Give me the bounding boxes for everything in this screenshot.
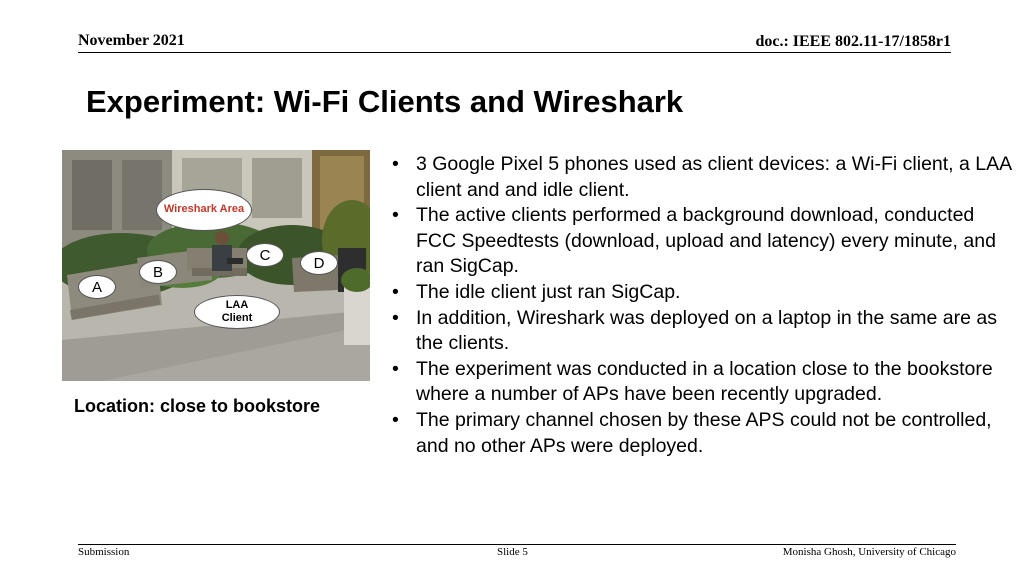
footer-submission: Submission [78, 546, 130, 558]
photo-caption: Location: close to bookstore [74, 396, 321, 416]
label-d: D [313, 254, 325, 272]
bullet-list [386, 152, 1016, 459]
bullet-item: • The primary channel chosen by these APS could not be controlled, and no other APs were deployed. [386, 408, 1016, 459]
header-divider [78, 52, 951, 53]
bullet-item: • 3 Google Pixel 5 phones used as client devices: a Wi-Fi client, a LAA client and and idle client. [386, 152, 1016, 203]
bullet-item: • The idle client just ran SigCap. [386, 280, 1016, 306]
label-b: B [152, 263, 163, 281]
footer-slide-number: Slide 5 [497, 546, 528, 558]
laa-client-label: LAA Client [221, 298, 253, 324]
location-photo [62, 150, 370, 381]
label-b-callout [139, 260, 177, 284]
wireshark-area-label: Wireshark Area [163, 203, 245, 216]
footer-divider [78, 544, 956, 545]
header-date: November 2021 [78, 32, 185, 49]
laa-client-callout [194, 295, 280, 329]
bullet-item: • In addition, Wireshark was deployed on a laptop in the same are as the clients. [386, 306, 1016, 357]
footer-author: Monisha Ghosh, University of Chicago [782, 546, 956, 558]
label-a-callout [78, 275, 116, 299]
slide-title: Experiment: Wi-Fi Clients and Wireshark [86, 84, 684, 119]
label-c: C [259, 246, 271, 264]
label-d-callout [300, 251, 338, 275]
wireshark-area-callout [156, 189, 252, 231]
bullet-item: • The active clients performed a background download, conducted FCC Speedtests (download, upload and latency) every minute, and ran SigCap. [386, 203, 1016, 280]
bullet-item: • The experiment was conducted in a location close to the bookstore where a number of APs have been recently upgraded. [386, 357, 1016, 408]
label-c-callout [246, 243, 284, 267]
label-a: A [91, 278, 102, 296]
header-doc-id: doc.: IEEE 802.11-17/1858r1 [755, 33, 951, 50]
